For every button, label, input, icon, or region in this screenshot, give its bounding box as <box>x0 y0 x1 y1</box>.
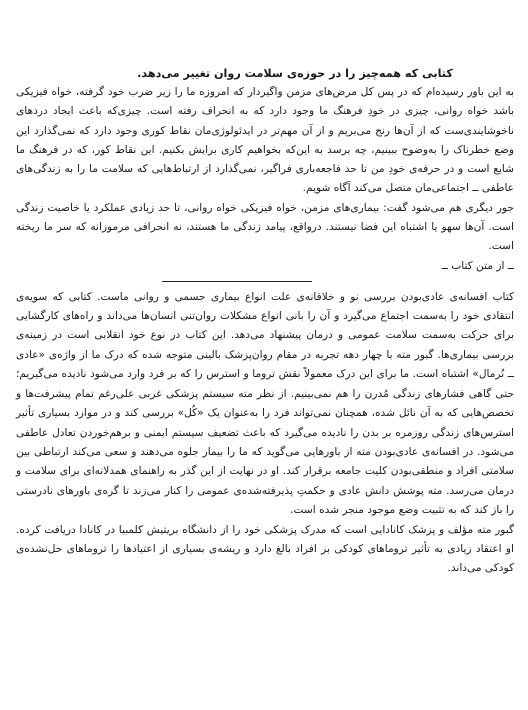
book-excerpt <box>16 66 514 275</box>
description-paragraph-1: کتاب افسانه‌ی عادی‌بودن بررسی نو و خلاقانه‌ی علت انواع بیماری جسمی و روانی ماست. کتابی که سویه‌ی انتقادی خود را به‌سمت اجتماع می‌گیرد و آن را بانی انواع مشکلات روان‌تنی انسان‌ها می‌داند و راه‌های کارگشایی برای حرکت به‌سمت سلامت عمومی و درمان پیشنهاد می‌دهد. این کتاب در نوع خود انقلابی است در زمینه‌ی بررسی بیماری‌ها. گبور مته با چهار دهه تجربه در مقام روان‌پزشک بالینی متوجه شده که درک ما از واژه‌ی «عادی ــ نُرمال» اشتباه است. ما برای این درک معمولاً نقش تروما و استرس را که بر فرد وارد می‌شود نادیده می‌گیریم؛ حتی گاهی فشارهای زندگی مُدرن را هم نمی‌بینیم. از نظر مته سیستم پزشکی غربی علی‌رغم تمام پیشرفت‌ها و تخصص‌هایی که به آن نائل شده، همچنان نمی‌تواند فرد را به‌عنوان یک «کُل» بررسی کند و در موارد بسیاری تأثیر استرس‌های زندگی روزمره بر بدن را نادیده می‌گیرد که باعث تضعیف سیستم ایمنی و برهم‌خوردن تعادل عاطفی می‌شود. در افسانه‌ی عادی‌بودن مته از باورهایی می‌گوید که ما را بیمار جلوه می‌دهند و سعی می‌کند ارتباطی بین سلامتی افراد و منطقی‌بودن کلیت جامعه برقرار کند. او در نهایت از این گذر به راهنمای همدلانه‌ای برای سلامت و درمان می‌رسد. مته پوشش دانش عادی و حکمتِ پذیرفته‌شده‌ی عمومی را کنار می‌زند تا گره‌ی باورهای نادرستی را باز کند که به تثبیت وضع موجود منجر شده است. <box>16 290 514 517</box>
author-paragraph: گبور مته مؤلف و پزشک کانادایی است که مدرک پزشکی خود را از دانشگاه بریتیش کلمبیا در کانادا دریافت کرده. او اعتقاد زیادی به تأثیر تروماهای کودکی بر افراد بالغ دارد و ریشه‌ی بسیاری از اعتیادها را تروماهای حل‌نشده‌ی کودکی می‌داند. <box>16 523 514 575</box>
excerpt-paragraph-2: جور دیگری هم می‌شود گفت: بیماری‌های مزمن، خواه فیزیکی خواه روانی، تا حد زیادی عملکرد یا خاصیت زندگی است. آن‌ها سهو یا اشتباه این فضا نیستند. درواقع، پیامد زندگی ما هستند، نه انحرافی مرموزانه که سر ما ریخته است. <box>16 201 514 253</box>
section-divider <box>162 281 312 282</box>
excerpt-source: ــ از متن کتاب ــ <box>441 259 514 272</box>
excerpt-paragraph-1: به این باور رسیده‌ام که در پس کل مرض‌های مزمن واگیردار که امروزه ما را زیر ضرب خود گرفته، خواه فیزیکی باشد خواه روانی، چیزی در خودِ فرهنگ ما وجود دارد که به انحراف رفته است. چیزی‌که باعث ایجاد دردهای ناخوشایندی‌ست که از آن‌ها رنج می‌بریم و از آن مهم‌تر در ایدئولوژی‌مان نقاط کوری وجود دارد که نمی‌گذارد این وضع خطرناک را به‌وضوح ببینیم، چه برسد به این‌که بخواهیم کاری برایش بکنیم. این نقاط کور، که در فرهنگ ما شایع است و در حرفه‌ی خودِ من تا حد فاجعه‌باری فراگیر، نمی‌گذارد از ارتباط‌هایی که سلامت ما را به زندگی‌های عاطفی ــ اجتماعی‌مان متصل می‌کند آگاه شویم. <box>16 86 514 195</box>
excerpt-title: کتابی که همه‌چیز را در حوزه‌ی سلامت روان تغییر می‌دهد. <box>137 67 453 80</box>
book-description <box>16 288 514 579</box>
